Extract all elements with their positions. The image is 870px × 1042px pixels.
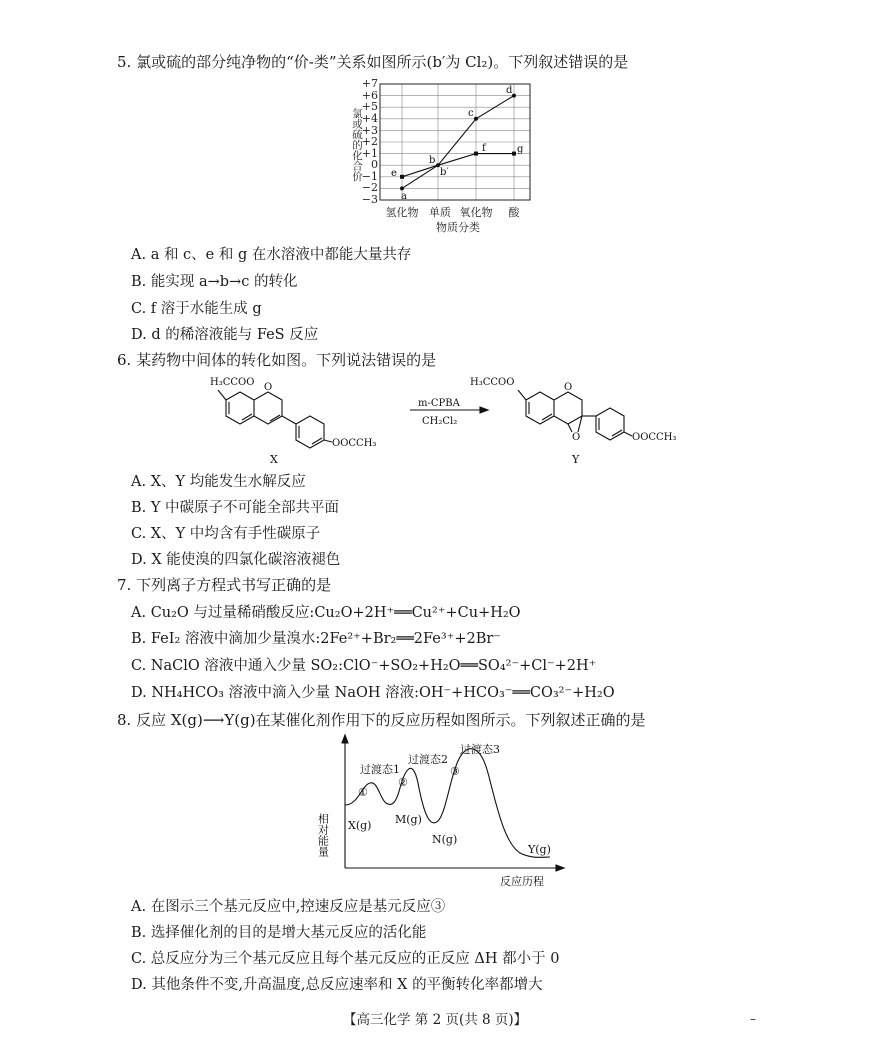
page-footer: 【高三化学 第 2 页(共 8 页)】 xyxy=(343,1012,528,1028)
xtick: 单质 xyxy=(429,206,451,219)
ytick: +1 xyxy=(361,147,378,160)
ytick: −2 xyxy=(361,181,378,194)
reagent-bottom: CH₂Cl₂ xyxy=(422,416,458,427)
ytick: 0 xyxy=(371,158,378,171)
ytick: +2 xyxy=(361,135,378,148)
q7-option-b: B. FeI₂ 溶液中滴加少量溴水:2Fe²⁺+Br₂══2Fe³⁺+2Br⁻ xyxy=(131,631,501,647)
q8-option-b: B. 选择催化剂的目的是增大基元反应的活化能 xyxy=(131,925,427,941)
epoxide-oxygen: O xyxy=(572,432,581,443)
ring-oxygen: O xyxy=(264,382,273,393)
species-label: N(g) xyxy=(432,833,458,846)
xtick: 酸 xyxy=(508,206,520,219)
q5-option-b: B. 能实现 a→b→c 的转化 xyxy=(131,274,298,290)
point-label: e xyxy=(391,168,397,179)
ts-label: 过渡态3 xyxy=(460,743,500,756)
y-substituent-left: H₃CCOO xyxy=(470,377,515,388)
point-label: g xyxy=(517,144,524,155)
y-axis-label: 相对能量 xyxy=(316,813,330,857)
ytick: +5 xyxy=(361,100,378,113)
q8-stem: 8. 反应 X(g)⟶Y(g)在某催化剂作用下的反应历程如图所示。下列叙述正确的是 xyxy=(117,711,646,729)
q7-option-d: D. NH₄HCO₃ 溶液中滴入少量 NaOH 溶液:OH⁻+HCO₃⁻══CO₃²⁻+H₂O xyxy=(131,685,615,701)
q7-stem: 7. 下列离子方程式书写正确的是 xyxy=(117,576,332,594)
point-label: b′ xyxy=(440,167,449,178)
point-label: a xyxy=(401,191,407,202)
q5-stem: 5. 氯或硫的部分纯净物的“价-类”关系如图所示(b′为 Cl₂)。下列叙述错误的是 xyxy=(117,53,629,71)
ytick: +3 xyxy=(361,124,378,137)
q8-option-d: D. 其他条件不变,升高温度,总反应速率和 X 的平衡转化率都增大 xyxy=(131,977,543,993)
species-label: Y(g) xyxy=(528,843,551,856)
q6-reaction-scheme xyxy=(200,370,700,465)
species-label: M(g) xyxy=(395,813,422,826)
q5-option-a: A. a 和 c、e 和 g 在水溶液中都能大量共存 xyxy=(131,247,412,263)
ytick: +6 xyxy=(361,89,378,102)
x-axis-label: 物质分类 xyxy=(436,221,480,234)
ytick: +7 xyxy=(361,77,378,90)
x-label: X xyxy=(270,453,278,466)
step-label: ② xyxy=(398,776,408,789)
point-label: d xyxy=(506,85,513,96)
q5-option-d: D. d 的稀溶液能与 FeS 反应 xyxy=(131,327,319,343)
x-substituent-right: OOCCH₃ xyxy=(332,438,377,449)
step-label: ③ xyxy=(450,765,460,778)
y-label: Y xyxy=(572,453,580,466)
point-label: b xyxy=(429,155,436,166)
point-label: c xyxy=(468,108,474,119)
point-label: f xyxy=(482,143,486,154)
q8-option-c: C. 总反应分为三个基元反应且每个基元反应的正反应 ΔH 都小于 0 xyxy=(131,951,560,967)
ts-label: 过渡态2 xyxy=(408,753,448,766)
reagent-top: m-CPBA xyxy=(418,398,460,409)
step-label: ① xyxy=(358,786,368,799)
ytick: +4 xyxy=(361,112,378,125)
ytick: −1 xyxy=(361,170,378,183)
q8-energy-profile-chart xyxy=(316,733,570,888)
x-axis-label: 反应历程 xyxy=(500,875,544,888)
q6-stem: 6. 某药物中间体的转化如图。下列说法错误的是 xyxy=(117,351,437,369)
q6-option-a: A. X、Y 均能发生水解反应 xyxy=(131,474,306,490)
q5-valence-chart xyxy=(340,78,540,238)
x-substituent-left: H₃CCOO xyxy=(210,377,255,388)
q7-option-c: C. NaClO 溶液中通入少量 SO₂:ClO⁻+SO₂+H₂O══SO₄²⁻+Cl⁻+2H⁺ xyxy=(131,658,597,674)
q6-option-b: B. Y 中碳原子不可能全部共平面 xyxy=(131,500,340,516)
q8-option-a: A. 在图示三个基元反应中,控速反应是基元反应③ xyxy=(131,899,446,915)
species-label: X(g) xyxy=(348,819,372,832)
ring-oxygen: O xyxy=(564,382,573,393)
q5-option-c: C. f 溶于水能生成 g xyxy=(131,301,262,317)
xtick: 氧化物 xyxy=(459,206,493,219)
q6-option-c: C. X、Y 中均含有手性碳原子 xyxy=(131,526,321,542)
q7-option-a: A. Cu₂O 与过量稀硝酸反应:Cu₂O+2H⁺══Cu²⁺+Cu+H₂O xyxy=(131,605,521,621)
ytick: −3 xyxy=(361,193,378,206)
xtick: 氢化物 xyxy=(385,206,419,219)
y-axis-label: 氯或硫的化合价 xyxy=(351,108,363,182)
y-substituent-right: OOCCH₃ xyxy=(632,432,677,443)
ts-label: 过渡态1 xyxy=(360,763,400,776)
q6-option-d: D. X 能使溴的四氯化碳溶液褪色 xyxy=(131,552,341,568)
corner-mark: – xyxy=(750,1012,756,1026)
